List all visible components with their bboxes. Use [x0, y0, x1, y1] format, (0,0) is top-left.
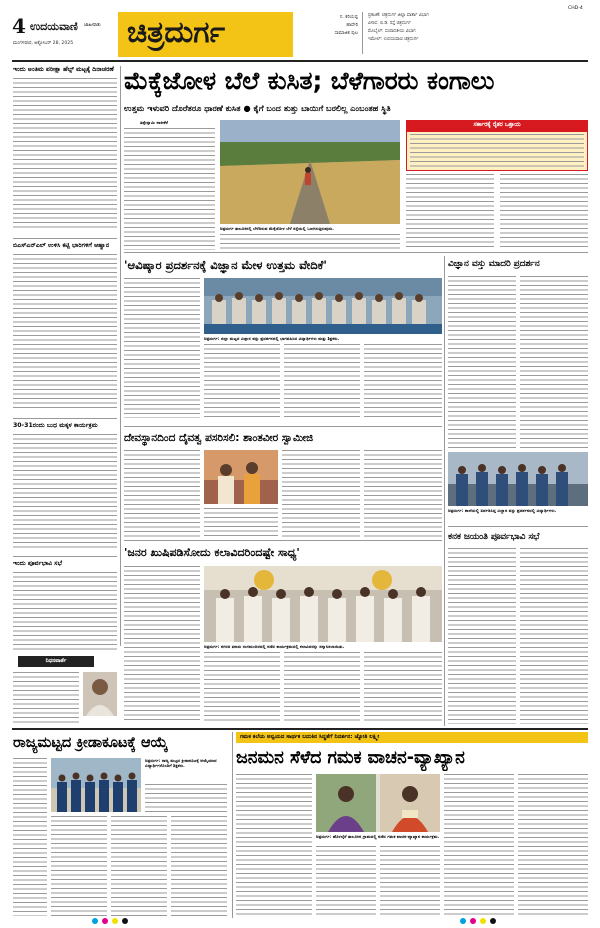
bottom-right-photo-caption: ಚಿತ್ರದುರ್ಗ: ಹೊಳಲ್ಕೆರೆ ತಾಲೂಕಿನ ಗ್ರಾಮದಲ್ಲಿ ನಡೆದ ಗಮಕ ವಾಚನ-ವ್ಯಾಖ್ಯಾನ ಕಾರ್ಯಕ್ರಮ.: [316, 834, 440, 839]
left-news-1: [13, 66, 117, 236]
story-temple: [124, 430, 442, 538]
news-body: [13, 434, 117, 548]
top-story-photo-caption: ಚಿತ್ರದುರ್ಗ ತಾಲೂಕಿನಲ್ಲಿ ಬೆಳೆದಿರುವ ಮೆಕ್ಕೆಜೋಳ ಬೆಳೆ ರಸ್ತೆಯಲ್ಲಿ ಒಣಗಿಸುತ್ತಿರುವುದು.: [220, 226, 334, 231]
edition-code: CHD-4: [568, 6, 583, 11]
top-story-byline: ತಿಪ್ಪೇಸ್ವಾಮಿ ನಾಕೀಕೆರೆ: [140, 120, 168, 125]
left-news-3: [13, 422, 117, 554]
person-photo: [83, 672, 117, 716]
news-title: ಇಂದು ಪೂರ್ವಭಾವಿ ಸಭೆ: [13, 560, 63, 567]
bottom-left-headline: ರಾಜ್ಯಮಟ್ಟದ ಕ್ರೀಡಾಕೂಟಕ್ಕೆ ಆಯ್ಕೆ: [13, 735, 169, 751]
story2-photo-caption: ಚಿತ್ರದುರ್ಗ: ಜಿಲ್ಲಾ ಮಟ್ಟದ ವಿಜ್ಞಾನ ವಸ್ತು ಪ್ರದರ್ಶನದಲ್ಲಿ ಭಾಗವಹಿಸಿದ ವಿದ್ಯಾರ್ಥಿಗಳು ಮತ್ತು ಶಿಕ್ಷಕರು.: [204, 336, 340, 341]
top-story-headline: ಮೆಕ್ಕೆಜೋಳ ಬೆಲೆ ಕುಸಿತ; ಬೆಳೆಗಾರರು ಕಂಗಾಲು: [124, 66, 495, 95]
story-science-fair: [124, 256, 442, 424]
students-photo: [448, 452, 588, 506]
right-story-a-photo: [448, 452, 588, 506]
right-story-a-headline: ವಿಜ್ಞಾನ ವಸ್ತು ಮಾದರಿ ಪ್ರದರ್ಶನ: [448, 259, 540, 269]
story4-photo-caption: ಚಿತ್ರದುರ್ಗ: ನಗರದ ತರಾಸು ರಂಗಮಂದಿರದಲ್ಲಿ ನಡೆದ ಕಾರ್ಯಕ್ರಮದಲ್ಲಿ ಕಲಾವಿದರನ್ನು ಸನ್ಮಾನಿಸಲಾಯಿತು.: [204, 644, 345, 649]
news-body: [13, 78, 117, 228]
bottom-right-story: [236, 732, 588, 918]
felicitation-photo: [204, 566, 442, 642]
bottom-right-headline: ಜನಮನ ಸೆಳೆದ ಗಮಕ ವಾಚನ-ವ್ಯಾಖ್ಯಾನ: [236, 748, 465, 768]
bottom-right-photo: [316, 774, 440, 832]
news-body: [13, 572, 117, 652]
paper-sub: ಜಾಹೀರಾತು: [84, 23, 101, 28]
group-photo: [204, 278, 442, 334]
obituary-block: [13, 672, 117, 726]
maize-field-photo: [220, 120, 400, 224]
story4-headline: 'ಜನರ ಖುಷಿಪಡಿಸೋದು ಕಲಾವಿದರಿಂದಷ್ಟೇ ಸಾಧ್ಯ': [124, 546, 300, 559]
page-number: 4: [12, 14, 26, 38]
story4-photo: [204, 566, 442, 642]
story-artists: [124, 544, 442, 724]
masthead-col2: ಪ್ರಕಟಣೆ: ಚಿತ್ರದುರ್ಗ ಜಿಲ್ಲಾ ವಾರ್ತಾ ವಿಭಾಗ ವಿಳಾಸ: ಬಿ.ಡಿ. ರಸ್ತೆ ಚಿತ್ರದುರ್ಗ ಮೊಬೈಲ್: ಸಂಪಾದಕೀಯ ವಿಭಾಗ ಇಮೇಲ್: ಉದಯವಾಣಿ ಚಿತ್ರದುರ್ಗ: [368, 13, 429, 42]
red-box-title: ಸರ್ಕಾರಕ್ಕೆ ರೈತರ ಒತ್ತಾಯ: [473, 122, 521, 128]
right-story-b: [448, 530, 588, 726]
top-story: [124, 64, 588, 250]
story3-headline: ದೇವಸ್ಥಾನದಿಂದ ದೈವತ್ವ ಪಸರಿಸಲಿ: ಶಾಂತವೀರ ಸ್ವಾಮೀಜಿ: [124, 432, 314, 444]
story2-headline: 'ಆವಿಷ್ಕಾರ ಪ್ರದರ್ಶನಕ್ಕೆ ವಿಜ್ಞಾನ ಮೇಳ ಉತ್ತಮ ವೇದಿಕೆ': [124, 258, 327, 272]
news-body: [13, 254, 117, 410]
news-title: 30-31ರಂದು ಬುಧ ಮಕ್ಕಳ ಕಾರ್ಯಕ್ರಮ: [13, 422, 98, 429]
obituary-photo: [83, 672, 117, 716]
registration-marks: [92, 918, 182, 924]
left-news-2: [13, 242, 117, 416]
gamaka-kicker: ಗಮಕ ಕಲೆಯ ಅನ್ವಯದ ಸಾರ್ಥಕ ಬದುಕಿನ ಸಿದ್ಧತೆಗೆ ನಿದರ್ಶನ: ಜ್ಯೋತಿ ಲಕ್ಷ್ಮೀ: [240, 734, 380, 740]
news-title: ಬಿಎಸ್ಎನ್ಎಲ್ ಉಳಿಸಿ ಕಟ್ಟಿ ಭಾರಿಗಳಿಗೆ ಆಹ್ವಾನ: [13, 242, 110, 249]
masthead: [0, 0, 600, 62]
paper-name: ಉದಯವಾಣಿ: [30, 20, 78, 33]
top-story-subhead: ಉತ್ತಮ ಇಳುವರಿ ದೊರೆತರೂ ಧಾರಣೆ ಕುಸಿತ ● ಕೈಗೆ ಬಂದ ತುತ್ತು ಬಾಯಿಗೆ ಬರಲಿಲ್ಲ ಎಂಬಂತಹ ಸ್ಥಿತಿ: [124, 103, 391, 113]
registration-marks-2: [460, 918, 520, 924]
right-story-a: [448, 256, 588, 524]
ceremony-photo: [204, 450, 278, 504]
top-story-photo: [220, 120, 400, 224]
news-title: ಇಂದು ಅಂತಿಮ ಪರೀಕ್ಷಾ ಹೆಲ್ಪ್‌ ಮಟ್ಟಕ್ಕೆ ದಿನಾಚರಣೆ: [13, 66, 114, 73]
bottom-left-photo-caption: ಚಿತ್ರದುರ್ಗ: ರಾಜ್ಯ ಮಟ್ಟದ ಕ್ರೀಡಾಕೂಟಕ್ಕೆ ಆಯ್ಕೆಯಾದ ವಿದ್ಯಾರ್ಥಿಗಳೊಂದಿಗೆ ಶಿಕ್ಷಕರು.: [145, 758, 217, 768]
gamaka-recital-photo: [316, 774, 440, 832]
story2-photo: [204, 278, 442, 334]
left-news-4: [13, 560, 117, 652]
masthead-col1: ನ. ಕರಿಯಪ್ಪ ಹಾವೇರಿ ಸಾಮಾಜಿಕ ಪುಟ: [334, 15, 358, 36]
sports-team-photo: [51, 758, 141, 812]
bottom-left-photo: [51, 758, 141, 812]
section-title: ಚಿತ್ರದುರ್ಗ: [127, 15, 226, 50]
story3-photo: [204, 450, 278, 504]
right-story-b-headline: ಕನಕ ಜಯಂತಿ ಪೂರ್ವಭಾವಿ ಸಭೆ: [448, 532, 540, 542]
date-line: ಮಂಗಳವಾರ, ಅಕ್ಟೋಬರ್ 28, 2025: [13, 41, 74, 46]
right-story-a-caption: ಚಿತ್ರದುರ್ಗ: ಶಾಲೆಯಲ್ಲಿ ಏರ್ಪಡಿಸಿದ್ದ ವಿಜ್ಞಾನ ವಸ್ತು ಪ್ರದರ್ಶನದಲ್ಲಿ ವಿದ್ಯಾರ್ಥಿಗಳು.: [448, 508, 557, 513]
bottom-left-story: [13, 732, 227, 918]
